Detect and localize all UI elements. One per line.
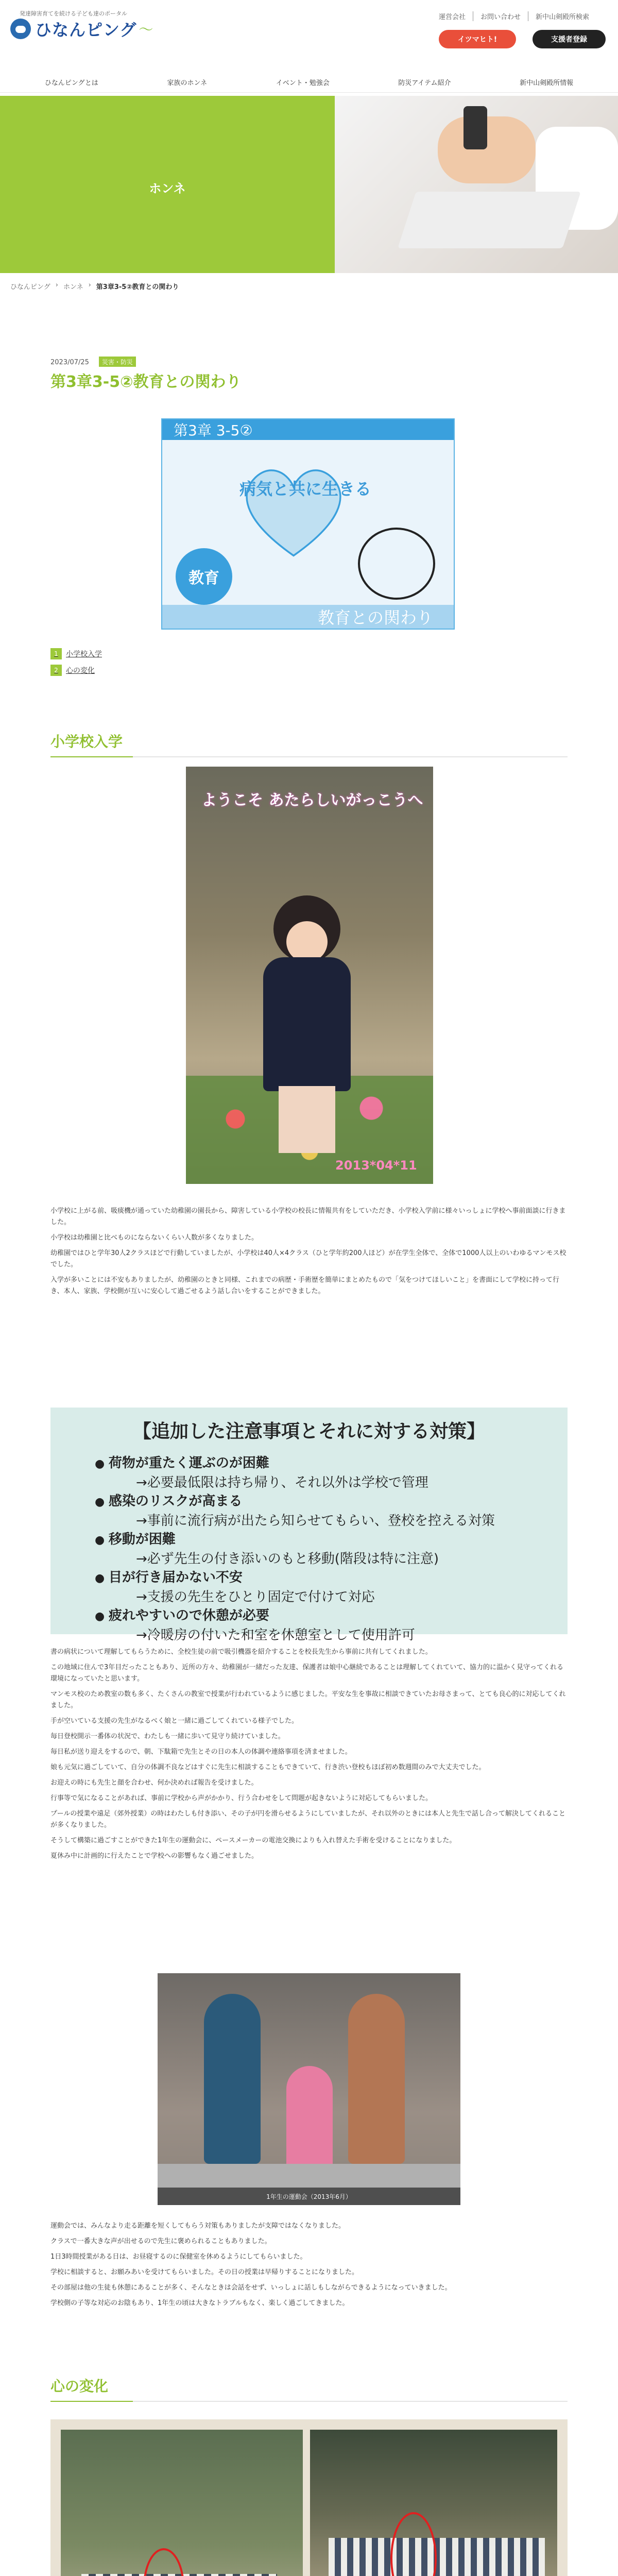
logo-icon: [10, 19, 31, 39]
notice-item: ● 荷物が重たく運ぶのが困難: [95, 1454, 495, 1473]
breadcrumb-current: 第3章3-5②教育との関わり: [96, 283, 179, 291]
top-link-company[interactable]: 運営会社: [439, 13, 466, 21]
paragraph: 入学が多いことには不安もありましたが、幼稚園のときと同様、これまでの病歴・手術歴を簡単にまとめたもので「気をつけてほしいこと」を書面にして学校に持って行き、本人、家族、学校側が互いに安心して過ごせるよう話し合いをすることができました。: [50, 1276, 560, 1295]
notice-item: ● 疲れやすいので休憩が必要: [95, 1606, 495, 1626]
article-date: 2023/07/25: [50, 359, 89, 366]
chapter-image-header: 第3章 3-5②: [162, 419, 454, 440]
nav-item-honne[interactable]: 家族のホンネ: [167, 79, 208, 87]
notice-item: ● 感染のリスクが高まる: [95, 1492, 495, 1512]
support-register-button[interactable]: 支援者登録: [533, 30, 606, 48]
site-logo[interactable]: [10, 16, 165, 41]
sports-day-photo: [158, 1973, 460, 2205]
section1-after-paragraphs: [50, 1647, 568, 1862]
section-heading-school-entry: 小学校入学: [50, 731, 568, 757]
paragraph: 小学校は幼稚園と比べものにならないくらい人数が多くなりました。: [50, 1234, 259, 1242]
breadcrumb-sep-icon: ›: [88, 281, 91, 289]
chapter-image: [161, 418, 455, 630]
photo-adult-left: [204, 1994, 261, 2164]
photo-caption: 1年生の運動会（2013年6月）: [158, 2188, 460, 2205]
nav-item-events[interactable]: イベント・勉強会: [276, 79, 330, 87]
logo-wave-icon: 〜: [139, 21, 153, 38]
notice-subitem: →冷暖房の付いた和室を休憩室として使用許可: [136, 1628, 415, 1643]
paragraph: 夏休み中に計画的に行えたことで学校への影響もなく過ごせました。: [50, 1852, 259, 1860]
breadcrumb: [10, 281, 179, 291]
logo-text: ひなんピング: [35, 20, 137, 40]
chapter-image-heart-text: 病気と共に生きる: [239, 479, 372, 499]
toc-label: 小学校入学: [66, 650, 102, 658]
section1-paragraphs: [50, 1206, 568, 1297]
paragraph: 幼稚園ではひと学年30人2クラスほどで行動していましたが、小学校は40人×4クラス（ひと学年約200人ほど）が在学生全体で、全体で1000人以上のいわゆるマンモス校でした。: [50, 1249, 566, 1268]
contact-button[interactable]: イツマヒト!: [439, 30, 516, 48]
hero-banner: [0, 96, 618, 273]
paragraph: この地域に住んで3年目だったこともあり、近所の方々、幼稚園が一緒だった友達、保護者は娘中心継続であることは理解してくれていて、協力的に温かく見守ってくれる環境になっていたと思います。: [50, 1664, 564, 1683]
breadcrumb-honne[interactable]: ホンネ: [63, 283, 83, 291]
toc-num: 1: [50, 648, 62, 659]
nav-item-about[interactable]: ひなんピングとは: [44, 79, 98, 87]
photo-children-row: [329, 2538, 545, 2576]
notice-subitem: →必要最低限は持ち帰り、それ以外は学校で管理: [136, 1475, 428, 1490]
hero-photo: [335, 96, 618, 273]
main-nav: [0, 72, 618, 93]
toc-num: 2: [50, 665, 62, 676]
paragraph: 学校側の子等な対応のお陰もあり、1年生の頃は大きなトラブルもなく、楽しく過ごしてきました。: [50, 2299, 349, 2307]
notice-subitem: →支援の先生をひとり固定で付けて対応: [136, 1589, 375, 1605]
top-links: [439, 11, 589, 21]
school-entry-photo: [186, 767, 433, 1184]
notice-item: ● 移動が困難: [95, 1530, 495, 1550]
family-illustration-icon: [358, 528, 435, 600]
paragraph: 小学校に上がる前、吸痰機が通っていた幼稚園の園長から、障害している小学校の校長に情報共有をしていただき、小学校入学前に様々いっしょに学校へ事前面談に行きました。: [50, 1207, 566, 1226]
paragraph: クラスで一番大きな声が出せるので先生に褒められることもありました。: [50, 2238, 271, 2245]
paragraph: 書の病状について理解してもらうために、全校生徒の前で吸引機器を紹介することを校長先生から事前に共有してくれました。: [50, 1648, 432, 1656]
paragraph: 行事等で気になることがあれば、事前に学校から声がかかり、行う合わせをして問題が起きないように対応してもらいました。: [50, 1794, 433, 1802]
toc-item-2[interactable]: [50, 665, 102, 676]
site-tagline: 発達障害育てを続ける子ども達のポータル: [20, 10, 127, 17]
top-link-contact[interactable]: お問い合わせ: [473, 11, 521, 21]
paragraph: 1日3時間授業がある日は、お昼寝するのに保健室を休めるようにしてもらいました。: [50, 2253, 307, 2261]
notice-list: [95, 1454, 495, 1645]
paragraph: 毎日登校開示一番体の状況で、わたしも一緒に歩いて見守り続けていました。: [50, 1733, 285, 1740]
sports-day-photo-2: [50, 2419, 568, 2576]
paragraph: 毎日私が送り迎えをするので、朝、下駄箱で先生とその日の本人の体調や連絡事項を済ませました。: [50, 1748, 352, 1756]
paragraph: 娘も元気に過ごしていて、自分の体調不良などはすぐに先生に相談することもできていて、行き渋い登校もほぼ初め数週間のみで大丈夫でした。: [50, 1764, 486, 1771]
notice-subitem: →必ず先生の付き添いのもと移動(階段は特に注意): [136, 1551, 439, 1567]
breadcrumb-sep-icon: ›: [55, 281, 58, 289]
hero-title: ホンネ: [149, 181, 186, 196]
photo-date-stamp: 2013*04*11: [335, 1158, 417, 1173]
photo-adult-right: [348, 1994, 405, 2164]
photo-girl-face: [286, 921, 328, 962]
photo-title-text: ようこそ あたらしいがっこうへ: [201, 791, 423, 809]
article-tag[interactable]: 災害・防災: [99, 357, 136, 367]
section1-after2-paragraphs: [50, 2221, 568, 2309]
hero-photo-phone: [464, 106, 487, 149]
hero-photo-laptop: [398, 192, 581, 248]
chapter-image-badge: 教育: [176, 548, 232, 605]
photo-girl-legs: [279, 1086, 335, 1153]
article-title: 第3章3-5②教育との関わり: [50, 373, 242, 391]
heart-icon: [234, 451, 353, 570]
photo-girl-body: [263, 957, 351, 1091]
photo-child: [286, 2066, 333, 2169]
breadcrumb-home[interactable]: ひなんピング: [10, 283, 50, 291]
paragraph: 運動会では、みんなより走る距離を短くしてもらう対策もありましたが支障ではなくなりました。: [50, 2222, 346, 2230]
toc-item-1[interactable]: [50, 648, 102, 659]
paragraph: そうして構築に過ごすことができた1年生の運動会に、ペースメーカーの電池交換によりも入れ替えた手術を受けることになりました。: [50, 1837, 456, 1844]
paragraph: 手が空いている支援の先生がなるべく娘と一緒に過ごしてくれている様子でした。: [50, 1717, 299, 1725]
notice-box: [50, 1408, 568, 1643]
table-of-contents: [50, 648, 102, 681]
chapter-image-footer: 教育との関わり: [162, 605, 454, 629]
toc-label: 心の変化: [66, 667, 95, 675]
notice-item: ● 目が行き届かない不安: [95, 1568, 495, 1588]
notice-title: 【追加した注意事項とそれに対する対策】: [132, 1421, 485, 1442]
site-header: [0, 0, 618, 47]
paragraph: マンモス校のため教室の数も多く、たくさんの教室で授業が行われているように感じました。平安な生を事故に相談できていたお母さまって、とても良心的に対応してくれました。: [50, 1690, 566, 1709]
nav-item-items[interactable]: 防災アイテム紹介: [398, 79, 451, 87]
notice-subitem: →事前に流行病が出たら知らせてもらい、登校を控える対策: [136, 1513, 495, 1529]
nav-item-shelter[interactable]: 新中山剣殿所情報: [520, 79, 574, 87]
section-heading-heart-change: 心の変化: [50, 2375, 568, 2402]
top-link-search[interactable]: 新中山剣殿所検索: [528, 11, 589, 21]
paragraph: 学校に相談すると、お願みあいを受けてもらいました。その日の授業は早帰りすることになりました。: [50, 2268, 359, 2276]
paragraph: その部屋は他の生徒も休憩にあることが多く、そんなときは会話をせず、いっしょに話しもしながらできるようになっていきました。: [50, 2284, 452, 2292]
photo-field-left: [61, 2430, 303, 2576]
paragraph: お迎えの時にも先生と顔を合わせ、何か決めれば報告を受けました。: [50, 1779, 258, 1787]
paragraph: プールの授業や遠足（郊外授業）の時はわたしも付き添い、その子が円を滑らせるようにしていましたが、それ以外のときには本人と先生で話し合って解決してくれることが多くなりました。: [50, 1810, 565, 1829]
